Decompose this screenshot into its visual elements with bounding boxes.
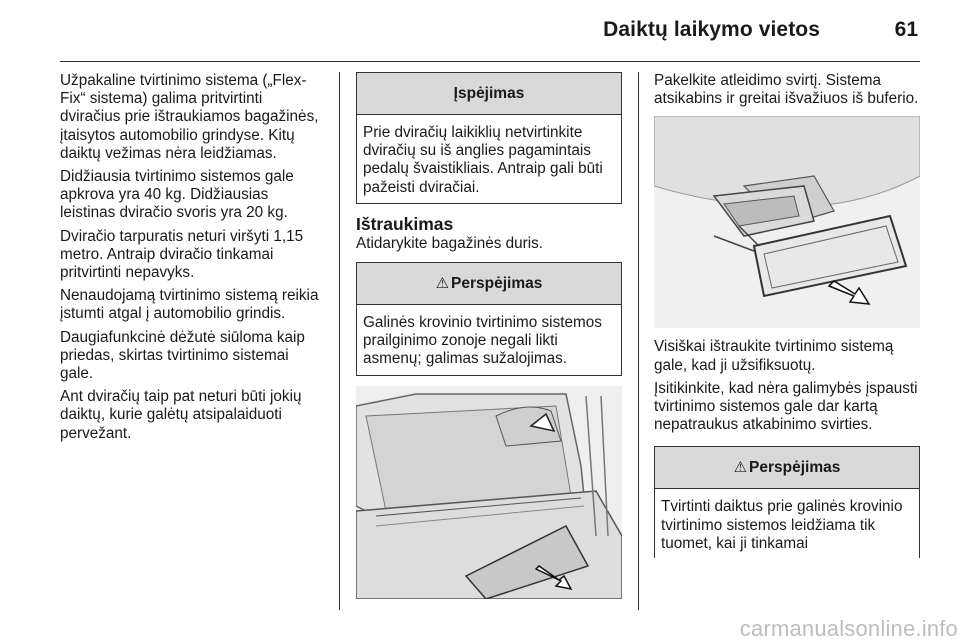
- paragraph: Įsitikinkite, kad nėra galimybės įspausti tvirtinimo sistemos gale dar kartą nepatraukus atkabinimo svirties.: [654, 379, 918, 434]
- notice-text: Prie dviračių laikiklių netvirtinkite dviračių su iš anglies pagamintais pedalų švaistikliais. Antraip gali būti pažeisti dviračiai.: [363, 124, 603, 196]
- column-1: [60, 72, 322, 448]
- warning-icon: ⚠: [733, 459, 748, 477]
- trunk-illustration: [356, 386, 622, 599]
- paragraph: Nenaudojamą tvirtinimo sistemą reikia įstumti atgal į automobilio grindis.: [60, 287, 319, 323]
- paragraph: Užpakaline tvirtinimo sistema („Flex-Fix“ sistema) galima pritvirtinti dviračius prie ištraukiamos bagažinės, įtaisytos automobilio grindyse. Kitų daiktų vežimas nėra leidžiamas.: [60, 72, 319, 162]
- warning-box: [654, 446, 920, 558]
- intro-text: Pakelkite atleidimo svirtį. Sistema atsikabins ir greitai išvažiuos iš buferio.: [654, 72, 919, 108]
- section-heading: Ištraukimas: [356, 213, 454, 234]
- warning-text: Galinės krovinio tvirtinimo sistemos prailginimo zonoje negali likti asmenų; galimas sužalojimas.: [363, 314, 602, 368]
- page-header-title: Daiktų laikymo vietos: [603, 18, 820, 41]
- warning-text: Tvirtinti daiktus prie galinės krovinio tvirtinimo sistemos leidžiama tik tuomet, kai ji tinkamai: [661, 498, 903, 552]
- column-divider-2: [638, 72, 639, 610]
- column-3: [654, 72, 920, 568]
- section-text: Atidarykite bagažinės duris.: [356, 234, 544, 252]
- paragraph: Visiškai ištraukite tvirtinimo sistemą gale, kad ji užsifiksuotų.: [654, 338, 894, 374]
- paragraph: Dviračio tarpuratis neturi viršyti 1,15 metro. Antraip dviračio tinkamai pritvirtinti nepavyks.: [60, 227, 304, 282]
- warning-title: Perspėjimas: [451, 275, 543, 293]
- page-number: 61: [894, 18, 918, 41]
- warning-icon: ⚠: [435, 275, 450, 293]
- warning-title-row: [357, 263, 621, 305]
- column-divider-1: [339, 72, 340, 610]
- trunk-drawing-icon: [356, 386, 622, 599]
- notice-title: Įspėjimas: [357, 73, 621, 115]
- paragraph: Didžiausia tvirtinimo sistemos gale apkrova yra 40 kg. Didžiausias leistinas dviračio svoris yra 20 kg.: [60, 168, 294, 222]
- bike-carrier-drawing-icon: [654, 116, 920, 328]
- notice-box: [356, 72, 622, 204]
- header-rule: [60, 61, 920, 62]
- warning-box: [356, 262, 622, 376]
- column-2: [356, 72, 622, 599]
- watermark: carmanualsonline.info: [739, 616, 958, 641]
- warning-title-row: [655, 447, 919, 489]
- warning-title: Perspėjimas: [749, 459, 841, 477]
- paragraph: Daugiafunkcinė dėžutė siūloma kaip priedas, skirtas tvirtinimo sistemai gale.: [60, 328, 305, 383]
- extraction-illustration: [654, 116, 920, 328]
- paragraph: Ant dviračių taip pat neturi būti jokių daiktų, kurie galėtų atsipalaiduoti pervežant.: [60, 388, 302, 442]
